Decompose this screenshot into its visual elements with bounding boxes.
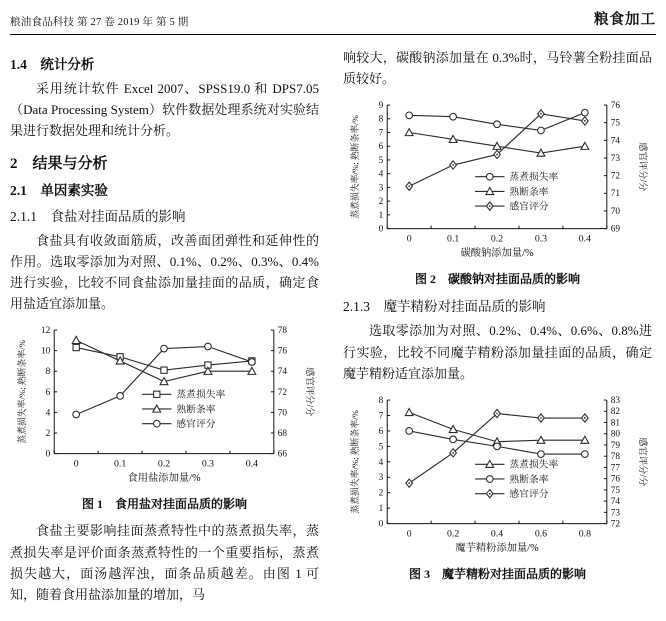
paragraph-salt-intro: 食盐具有收敛面筋质，改善面团弹性和延伸性的作用。选取零添加为对照、0.1%、0.2%、0.3%、0.4%进行实验，比较不同食盐添加量挂面的品质，确定食用盐适宜添加量。 [10,232,319,312]
svg-text:0.1: 0.1 [446,233,459,245]
svg-text:熟断条率: 熟断条率 [175,404,216,416]
figure-3-chart [343,392,652,563]
svg-text:66: 66 [277,449,287,460]
svg-text:83: 83 [610,395,620,406]
heading-2-1-1: 2.1.1 食盐对挂面品质的影响 [10,208,186,224]
section-name: 粮食加工 [594,12,656,28]
svg-text:73: 73 [610,154,620,165]
svg-text:80: 80 [610,429,620,440]
svg-text:74: 74 [277,367,287,378]
svg-text:73: 73 [610,508,620,519]
svg-text:0.4: 0.4 [490,528,503,540]
svg-text:72: 72 [610,519,620,530]
svg-text:72: 72 [610,171,620,182]
svg-text:0.3: 0.3 [534,233,547,245]
paragraph-konjac-intro: 选取零添加为对照、0.2%、0.4%、0.6%、0.8%进行实验，比较不同魔芋精粉添加量挂面的品质，确定魔芋精粉适宜添加量。 [343,323,652,381]
svg-text:76: 76 [610,474,620,485]
svg-text:4: 4 [378,457,383,468]
svg-text:8: 8 [378,115,383,126]
svg-text:71: 71 [610,189,620,200]
svg-text:0: 0 [406,233,412,245]
figure-1-chart [10,322,319,493]
svg-text:0.2: 0.2 [157,458,170,470]
svg-text:78: 78 [277,326,287,337]
svg-text:70: 70 [610,207,620,218]
figure-3-caption: 图 3 魔芋精粉对挂面品质的影响 [408,566,586,581]
svg-text:1: 1 [378,211,383,222]
svg-text:0: 0 [73,458,79,470]
svg-text:76: 76 [277,346,287,357]
left-column [10,47,319,607]
svg-text:蒸煮损失率: 蒸煮损失率 [508,172,558,184]
svg-text:82: 82 [610,407,620,418]
svg-text:0: 0 [378,224,383,235]
svg-text:68: 68 [277,429,287,440]
svg-text:81: 81 [610,418,620,429]
heading-2-1: 2.1 单因素实验 [10,182,108,198]
svg-text:7: 7 [378,411,383,422]
svg-text:2: 2 [378,197,383,208]
svg-text:0: 0 [378,519,383,530]
svg-text:78: 78 [610,452,620,463]
paragraph-statistics: 采用统计软件 Excel 2007、SPSS19.0 和 DPS7.05（Data Processing System）软件数据处理系统对实验结果进行数据处理和统计分析。 [10,81,319,139]
paragraph-after-figure-1: 食盐主要影响挂面蒸煮特性中的蒸煮损失率，蒸煮损失率是评价面条蒸煮特性的一个重要指标，蒸煮损失越大，面汤越浑浊，面条品质越差。由图 1 可知，随着食用盐添加量的增加，马 [10,523,319,602]
heading-1-4: 1.4 统计分析 [10,57,95,72]
svg-text:4: 4 [45,408,50,419]
svg-text:74: 74 [610,496,620,507]
page-header [10,6,656,35]
svg-text:2: 2 [378,488,383,499]
svg-text:感官评分: 感官评分 [508,489,549,501]
svg-text:蒸煮损失率/%; 熟断条率/%: 蒸煮损失率/%; 熟断条率/% [349,115,360,219]
svg-text:0.3: 0.3 [201,458,214,470]
svg-text:0.8: 0.8 [578,528,591,540]
svg-text:蒸煮损失率/%; 熟断条率/%: 蒸煮损失率/%; 熟断条率/% [16,340,27,444]
svg-text:76: 76 [610,101,620,112]
svg-text:70: 70 [277,408,287,419]
svg-text:感官评分: 感官评分 [175,419,216,431]
svg-text:3: 3 [378,183,383,194]
figure-1-caption: 图 1 食用盐对挂面品质的影响 [81,497,247,512]
svg-text:碳酸钠添加量/%: 碳酸钠添加量/% [459,248,534,260]
svg-text:0.2: 0.2 [490,233,503,245]
svg-text:6: 6 [378,426,383,437]
svg-text:77: 77 [610,463,620,474]
figure-2-chart [343,97,652,268]
svg-text:10: 10 [40,346,50,357]
svg-text:蒸煮损失率/%; 熟断条率/%: 蒸煮损失率/%; 熟断条率/% [349,409,360,514]
svg-text:7: 7 [378,128,383,139]
paragraph-continuation: 响较大，碳酸钠添加量在 0.3%时，马铃薯全粉挂面品质较好。 [343,50,652,87]
svg-text:79: 79 [610,440,620,451]
right-column [343,47,652,607]
svg-text:72: 72 [277,388,287,399]
svg-text:0.4: 0.4 [245,458,258,470]
heading-2: 2 结果与分析 [10,155,108,172]
svg-text:0.1: 0.1 [113,458,126,470]
svg-text:5: 5 [378,156,383,167]
svg-text:0.6: 0.6 [534,528,547,540]
svg-text:74: 74 [610,136,620,147]
svg-text:熟断条率: 熟断条率 [508,187,549,199]
svg-text:食用盐添加量/%: 食用盐添加量/% [126,473,201,485]
svg-text:6: 6 [378,142,383,153]
svg-text:感官评分/分: 感官评分/分 [636,142,647,192]
svg-text:熟断条率: 熟断条率 [508,474,549,486]
svg-text:0.4: 0.4 [578,233,591,245]
two-column-body [10,47,656,607]
svg-text:69: 69 [610,224,620,235]
svg-text:6: 6 [45,388,50,399]
figure-2-caption: 图 2 碳酸钠对挂面品质的影响 [414,272,580,287]
svg-text:9: 9 [378,101,383,112]
svg-text:3: 3 [378,473,383,484]
svg-text:感官评分/分: 感官评分/分 [303,367,314,417]
svg-text:8: 8 [45,367,50,378]
svg-text:魔芋精粉添加量/%: 魔芋精粉添加量/% [454,542,539,554]
svg-text:蒸煮损失率: 蒸煮损失率 [508,459,558,471]
svg-text:0: 0 [45,449,50,460]
svg-text:12: 12 [40,326,50,337]
svg-text:1: 1 [378,504,383,515]
svg-text:75: 75 [610,485,620,496]
svg-text:感官评分: 感官评分 [508,201,549,213]
svg-text:感官评分/分: 感官评分/分 [636,437,647,487]
svg-text:75: 75 [610,119,620,130]
journal-info: 粮油食品科技 第 27 卷 2019 年 第 5 期 [10,17,189,28]
svg-text:蒸煮损失率: 蒸煮损失率 [175,390,225,402]
heading-2-1-3: 2.1.3 魔芋精粉对挂面品质的影响 [343,299,546,315]
svg-text:0: 0 [406,528,412,540]
svg-text:0.2: 0.2 [446,528,459,540]
svg-text:2: 2 [45,429,50,440]
svg-text:8: 8 [378,395,383,406]
svg-text:5: 5 [378,442,383,453]
svg-text:4: 4 [378,169,383,180]
